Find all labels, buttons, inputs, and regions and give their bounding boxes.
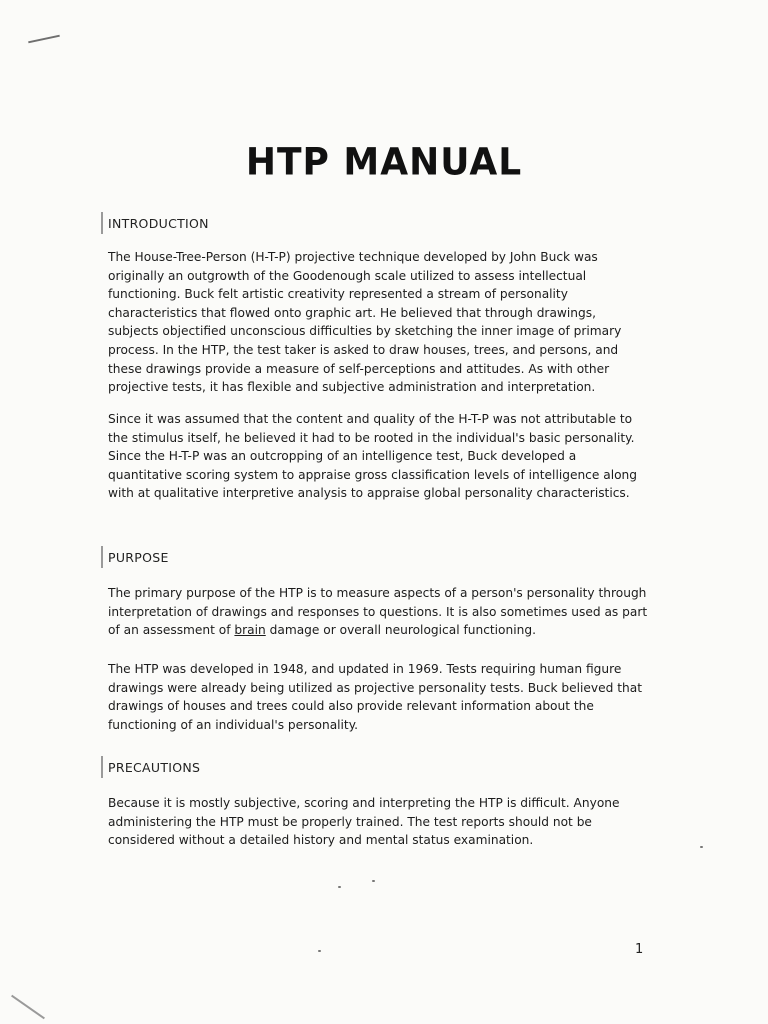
scan-speck <box>338 886 341 888</box>
scan-speck <box>372 880 375 882</box>
purpose-paragraph-2: The HTP was developed in 1948, and updated in 1969. Tests requiring human figure drawings were already being utilized as projective personality tests. Buck believed that drawings of houses and trees could also provide relevant information about the functioning of an individual's personality. <box>108 662 642 732</box>
page-title: HTP MANUAL <box>245 140 523 185</box>
section-marker <box>101 756 103 778</box>
scan-speck <box>318 950 321 952</box>
section-heading-purpose: PURPOSE <box>108 550 169 565</box>
introduction-paragraph-2: Since it was assumed that the content and quality of the H-T-P was not attributable to the stimulus itself, he believed it had to be rooted in the individual's basic personality. Since the H-T-P was an outcropping of an intelligence test, Buck developed a quantitative scoring system to appraise gross classification levels of intelligence along with at qualitative interpretive analysis to appraise global personality characteristics. <box>108 412 638 501</box>
purpose-text-start: The primary purpose of the HTP is to measure aspects of a person's personality through interpretation of drawings and responses to questions. It is also sometimes used as part of an assessment of <box>108 586 648 638</box>
scan-speck <box>700 846 703 848</box>
section-marker <box>101 546 103 568</box>
page-number: 1 <box>635 942 644 957</box>
section-heading-precautions: PRECAUTIONS <box>108 760 201 775</box>
scan-artifact-mark <box>28 35 60 44</box>
purpose-text-end: damage or overall neurological functioning. <box>265 623 536 638</box>
introduction-paragraph-1: The House-Tree-Person (H-T-P) projective technique developed by John Buck was originally an outgrowth of the Goodenough scale utilized to assess intellectual functioning. Buck felt artistic creativity represented a stream of personality characteristics that flowed onto graphic art. He believed that through drawings, subjects objectified unconscious difficulties by sketching the inner image of primary process. In the HTP, the test taker is asked to draw houses, trees, and persons, and these drawings provide a measure of self-perceptions and attitudes. As with other projective tests, it has flexible and subjective administration and interpretation. <box>108 250 622 395</box>
purpose-paragraph-1 <box>108 584 648 640</box>
precautions-paragraph: Because it is mostly subjective, scoring and interpreting the HTP is difficult. Anyone administering the HTP must be properly trained. The test reports should not be considered without a detailed history and mental status examination. <box>108 796 620 848</box>
section-heading-introduction: INTRODUCTION <box>108 216 209 231</box>
section-marker <box>101 212 103 234</box>
scan-artifact-mark <box>11 995 45 1020</box>
underlined-word-brain: brain <box>234 623 266 638</box>
